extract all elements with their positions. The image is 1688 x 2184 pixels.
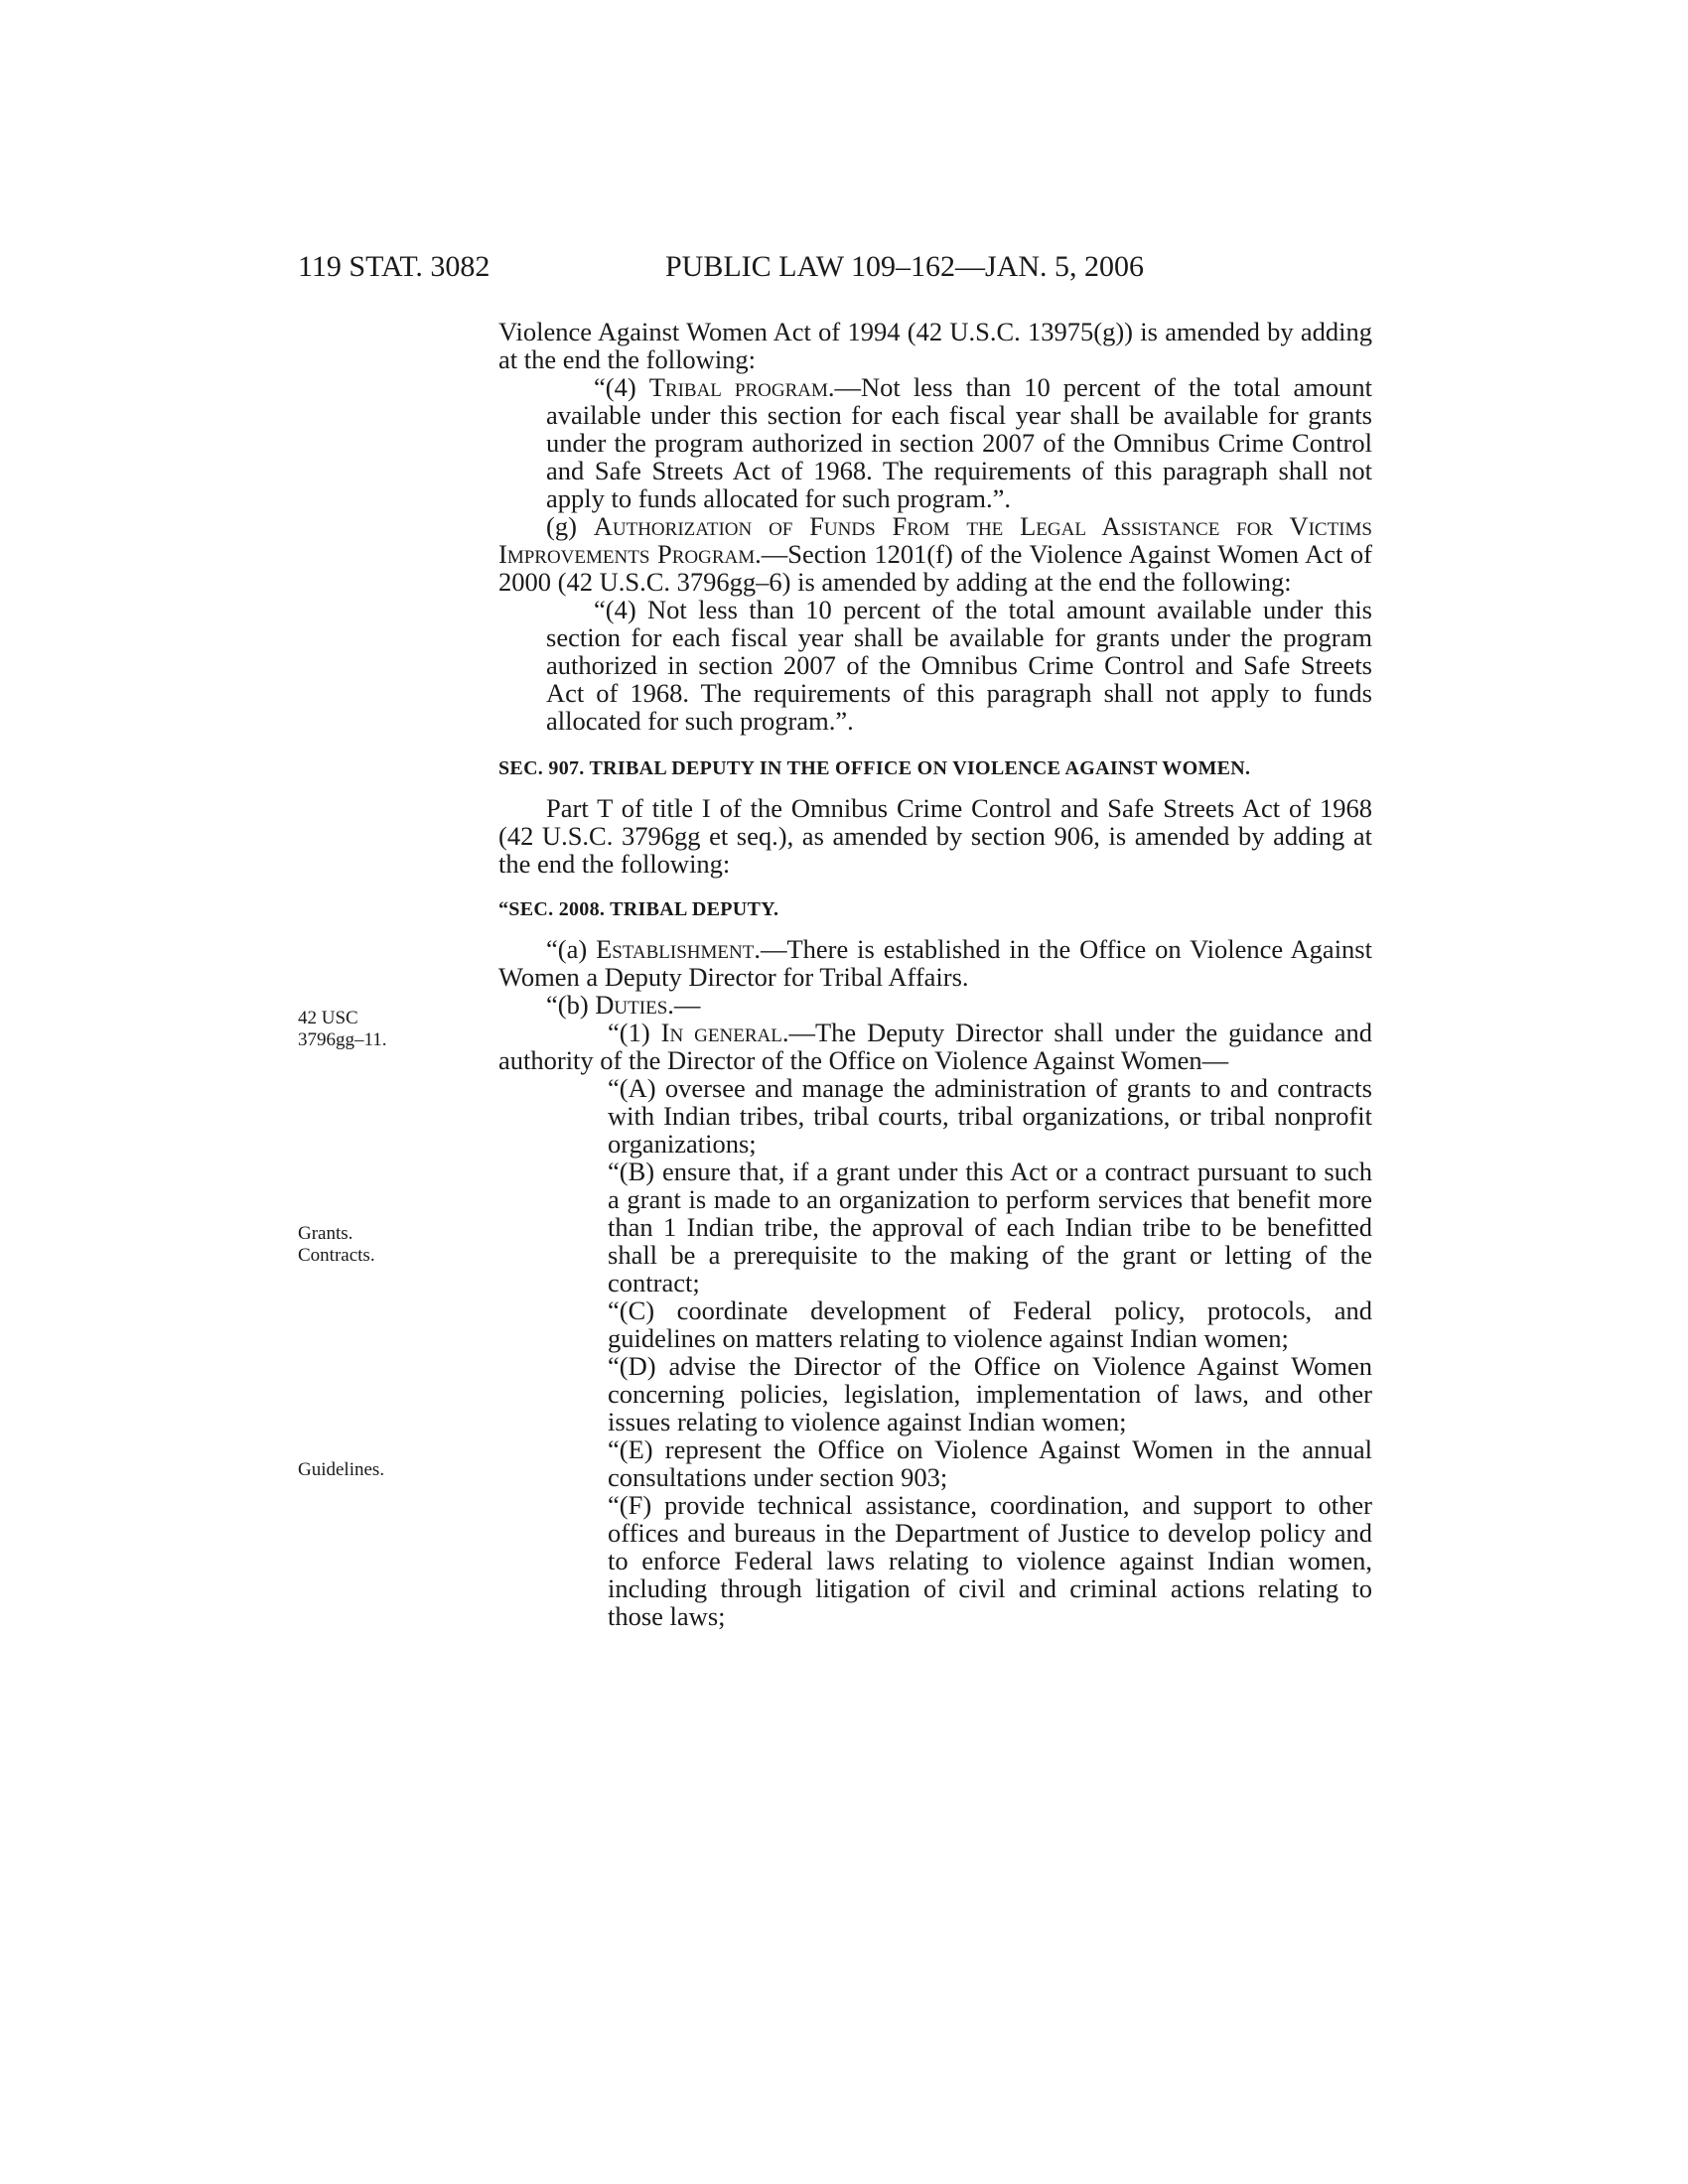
paragraph: Part T of title I of the Omnibus Crime Control and Safe Streets Act of 1968 (42 U.S.C. 3796gg et seq.), as amended by section 906, is amended by adding at the end the following: bbox=[498, 793, 1372, 879]
paragraph-subsection-a bbox=[498, 935, 1372, 991]
paragraph: Violence Against Women Act of 1994 (42 U.S.C. 13975(g)) is amended by adding at the end the following: bbox=[498, 317, 1372, 374]
statute-page-number: 119 STAT. 3082 bbox=[298, 250, 491, 283]
clause-E: “(E) represent the Office on Violence Against Women in the annual consultations under section 903; bbox=[608, 1434, 1372, 1492]
section-heading-2008: “SEC. 2008. TRIBAL DEPUTY. bbox=[498, 898, 779, 920]
paragraph-rest: .— bbox=[667, 990, 701, 1020]
paragraph-rest: .—There is established in the Office on Violence Against Women a Deputy Director for Tribal Affairs. bbox=[498, 934, 1372, 992]
term: In general bbox=[660, 1018, 782, 1047]
term: Tribal program bbox=[648, 372, 828, 402]
paragraph-subsection-g bbox=[498, 512, 1372, 596]
margin-note-grants-line2: Contracts. bbox=[298, 1245, 375, 1266]
margin-note-grants bbox=[298, 1223, 375, 1267]
clause-text: “(A) oversee and manage the administration of grants to and contracts with Indian tribes, tribal courts, tribal organizations, or tribal nonprofit organizations; bbox=[608, 1073, 1372, 1159]
clause-C: “(C) coordinate development of Federal policy, protocols, and guidelines on matters relating to violence against Indian women; bbox=[608, 1296, 1372, 1353]
margin-note-guidelines: Guidelines. bbox=[298, 1459, 385, 1480]
body-text bbox=[498, 318, 1372, 1630]
paragraph-tribal-program bbox=[546, 373, 1372, 512]
paragraph-rest: .—Not less than 10 percent of the total amount available under this section for each fiscal year shall be available for grants under the program authorized in section 2007 of the Omnibus Crime Control and Safe Streets Act of 1968. The requirements of this paragraph shall not apply to funds allocated for such program.”. bbox=[546, 372, 1372, 513]
paragraph-lead: “(a) bbox=[546, 934, 597, 964]
margin-note-usc-line1: 42 USC bbox=[298, 1008, 358, 1028]
paragraph-b1 bbox=[498, 1019, 1372, 1074]
paragraph-quoted-4: “(4) Not less than 10 percent of the total amount available under this section for each fiscal year shall be available for grants under the program authorized in section 2007 of the Omnibus Crime Control and Safe Streets Act of 1968. The requirements of this paragraph shall not apply to funds allocated for such program.”. bbox=[546, 595, 1372, 736]
clause-A bbox=[608, 1074, 1372, 1158]
paragraph-lead: (g) bbox=[546, 511, 594, 541]
paragraph-lead: “(b) bbox=[546, 990, 596, 1020]
clause-B: “(B) ensure that, if a grant under this Act or a contract pursuant to such a grant is made to an organization to perform services that benefit more than 1 Indian tribe, the approval of each Indian tribe to be benefitted shall be a prerequisite to the making of the grant or letting of the contract; bbox=[608, 1157, 1372, 1297]
margin-note-grants-line1: Grants. bbox=[298, 1223, 353, 1244]
margin-note-usc bbox=[298, 1008, 387, 1051]
running-header: PUBLIC LAW 109–162—JAN. 5, 2006 bbox=[665, 250, 1145, 283]
clause-F: “(F) provide technical assistance, coordination, and support to other offices and bureaus in the Department of Justice to develop policy and to enforce Federal laws relating to violence against Indian women, including through litigation of civil and criminal actions relating to those laws; bbox=[608, 1490, 1372, 1631]
term: Establishment bbox=[596, 934, 755, 964]
term: Authorization of Funds From the Legal Assistance for Victims Improvements Program bbox=[498, 511, 1372, 569]
paragraph-rest: .—Section 1201(f) of the Violence Against Women Act of 2000 (42 U.S.C. 3796gg–6) is amended by adding at the end the following: bbox=[498, 539, 1372, 597]
clause-D: “(D) advise the Director of the Office on Violence Against Women concerning policies, legislation, implementation of laws, and other issues relating to violence against Indian women; bbox=[608, 1351, 1372, 1436]
paragraph-lead: “(4) bbox=[594, 372, 649, 402]
section-heading-907: SEC. 907. TRIBAL DEPUTY IN THE OFFICE ON VIOLENCE AGAINST WOMEN. bbox=[498, 757, 1251, 779]
paragraph-rest: .—The Deputy Director shall under the guidance and authority of the Director of the Office on Violence Against Women— bbox=[498, 1018, 1373, 1075]
term: Duties bbox=[595, 990, 668, 1020]
paragraph-lead: “(1) bbox=[608, 1018, 661, 1047]
paragraph-subsection-b bbox=[498, 991, 1372, 1019]
margin-note-usc-line2: 3796gg–11. bbox=[298, 1029, 387, 1050]
